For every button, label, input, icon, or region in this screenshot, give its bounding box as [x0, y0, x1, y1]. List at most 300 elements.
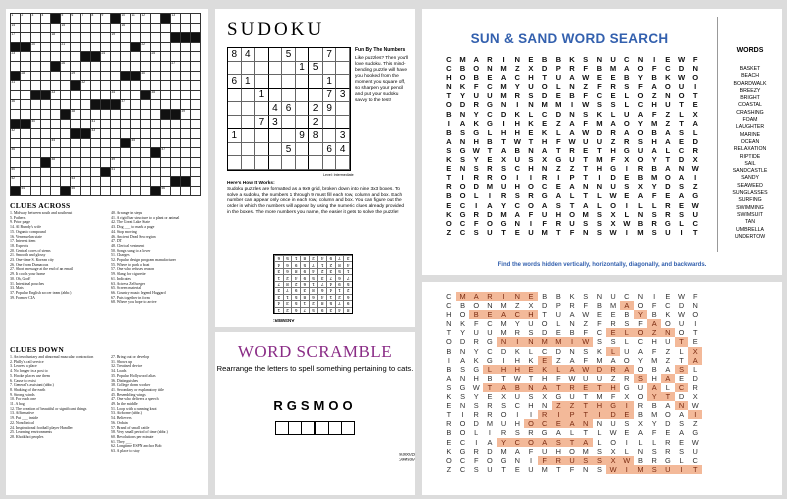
word-search-letter[interactable]: L [679, 109, 684, 119]
word-search-letter[interactable]: N [582, 182, 589, 192]
word-search-letter[interactable]: C [487, 109, 493, 119]
sudoku-cell[interactable] [228, 62, 242, 76]
crossword-cell[interactable] [181, 24, 191, 34]
crossword-cell[interactable] [91, 62, 101, 72]
crossword-cell[interactable] [51, 168, 61, 178]
crossword-cell[interactable] [31, 187, 41, 197]
word-search-letter[interactable]: A [582, 200, 589, 210]
crossword-cell[interactable] [161, 148, 171, 158]
crossword-cell[interactable] [81, 33, 91, 43]
crossword-cell[interactable] [121, 187, 131, 197]
crossword-cell[interactable] [131, 139, 141, 149]
crossword-cell[interactable] [141, 129, 151, 139]
sudoku-cell[interactable] [269, 48, 283, 62]
word-search-letter[interactable]: D [692, 136, 698, 146]
crossword-cell[interactable] [191, 52, 201, 62]
word-search-letter[interactable]: W [623, 218, 631, 228]
word-search-letter[interactable]: L [556, 127, 561, 137]
word-search-letter[interactable]: A [487, 200, 493, 210]
word-search-grid[interactable] [442, 55, 702, 237]
word-search-letter[interactable]: W [568, 136, 576, 146]
crossword-cell[interactable] [131, 52, 141, 62]
word-search-letter[interactable]: A [569, 182, 575, 192]
crossword-cell[interactable] [91, 148, 101, 158]
crossword-cell[interactable] [131, 148, 141, 158]
crossword-cell[interactable] [171, 43, 181, 53]
word-search-letter[interactable]: U [637, 145, 644, 155]
word-search-letter[interactable]: L [528, 109, 534, 119]
word-search-letter[interactable]: M [500, 209, 507, 219]
crossword-cell[interactable] [71, 120, 81, 130]
word-search-letter[interactable]: U [678, 82, 685, 92]
word-search-letter[interactable]: T [692, 227, 698, 237]
sudoku-cell[interactable]: 2 [309, 116, 323, 130]
crossword-cell[interactable] [121, 129, 131, 139]
word-search-letter[interactable]: Y [651, 155, 657, 165]
sudoku-cell[interactable] [228, 156, 242, 170]
crossword-cell[interactable] [91, 158, 101, 168]
crossword-cell[interactable] [171, 14, 181, 24]
crossword-cell[interactable] [141, 177, 151, 187]
word-search-letter[interactable]: C [446, 55, 452, 64]
crossword-cell[interactable] [81, 110, 91, 120]
word-search-letter[interactable]: I [516, 100, 519, 110]
crossword-cell[interactable] [81, 24, 91, 34]
sudoku-cell[interactable] [336, 48, 350, 62]
crossword-cell[interactable] [11, 33, 21, 43]
word-search-letter[interactable]: M [596, 118, 603, 128]
word-search-letter[interactable]: U [596, 136, 603, 146]
sudoku-cell[interactable] [282, 129, 296, 143]
word-search-letter[interactable]: B [569, 91, 575, 101]
word-search-letter[interactable]: A [624, 127, 630, 137]
sudoku-cell[interactable]: 3 [336, 89, 350, 103]
word-search-letter[interactable]: X [501, 155, 507, 165]
word-search-letter[interactable]: L [692, 127, 698, 137]
crossword-cell[interactable] [91, 33, 101, 43]
word-search-letter[interactable]: S [459, 127, 466, 137]
crossword-cell[interactable] [81, 62, 91, 72]
crossword-cell[interactable] [181, 110, 191, 120]
crossword-cell[interactable] [81, 91, 91, 101]
crossword-cell[interactable] [101, 139, 111, 149]
word-search-letter[interactable]: F [583, 64, 589, 74]
sudoku-cell[interactable] [282, 89, 296, 103]
word-search-letter[interactable]: N [459, 164, 466, 174]
word-search-letter[interactable]: L [679, 218, 684, 228]
word-search-letter[interactable]: Z [446, 227, 452, 237]
word-search-letter[interactable]: F [651, 109, 657, 119]
crossword-cell[interactable] [191, 72, 201, 82]
word-search-letter[interactable]: K [446, 209, 452, 219]
word-search-letter[interactable]: I [570, 100, 574, 110]
word-search-letter[interactable]: H [514, 118, 521, 128]
word-search-letter[interactable]: A [651, 145, 657, 155]
crossword-cell[interactable] [131, 81, 141, 91]
word-search-letter[interactable]: S [528, 155, 534, 165]
crossword-cell[interactable] [171, 72, 181, 82]
crossword-cell[interactable] [121, 158, 131, 168]
word-search-letter[interactable]: O [637, 91, 644, 101]
word-search-letter[interactable]: W [691, 164, 699, 174]
word-search-letter[interactable]: A [514, 209, 521, 219]
crossword-cell[interactable] [121, 168, 131, 178]
word-search-letter[interactable]: T [446, 173, 452, 183]
word-search-letter[interactable]: H [473, 136, 479, 146]
crossword-cell[interactable] [191, 168, 201, 178]
word-search-letter[interactable]: F [473, 218, 479, 228]
word-search-letter[interactable]: I [557, 173, 560, 183]
crossword-cell[interactable] [121, 52, 131, 62]
word-search-letter[interactable]: L [610, 109, 616, 119]
word-search-letter[interactable]: X [528, 64, 534, 74]
word-search-letter[interactable]: D [487, 209, 493, 219]
word-search-letter[interactable]: Y [473, 109, 479, 119]
sudoku-cell[interactable]: 6 [282, 102, 296, 116]
word-search-letter[interactable]: S [678, 127, 685, 137]
word-search-letter[interactable]: S [651, 227, 657, 237]
sudoku-cell[interactable] [323, 116, 337, 130]
sudoku-cell[interactable]: 8 [309, 129, 323, 143]
crossword-cell[interactable] [31, 158, 41, 168]
crossword-cell[interactable] [21, 139, 31, 149]
crossword-cell[interactable] [151, 52, 161, 62]
word-search-letter[interactable]: I [516, 173, 519, 183]
word-search-letter[interactable]: S [459, 155, 466, 165]
word-search-letter[interactable]: Z [556, 164, 561, 174]
word-search-letter[interactable]: C [459, 218, 466, 228]
word-search-letter[interactable]: S [624, 82, 630, 92]
crossword-cell[interactable] [81, 43, 91, 53]
crossword-cell[interactable] [61, 100, 71, 110]
word-search-letter[interactable]: I [502, 55, 505, 64]
word-search-letter[interactable]: E [610, 91, 616, 101]
crossword-cell[interactable] [11, 177, 21, 187]
word-search-letter[interactable]: C [514, 200, 521, 210]
word-search-letter[interactable]: K [446, 155, 452, 165]
word-search-letter[interactable]: W [582, 73, 590, 83]
crossword-cell[interactable] [41, 43, 51, 53]
word-search-letter[interactable]: Z [610, 136, 616, 146]
word-search-letter[interactable]: I [694, 82, 697, 92]
crossword-cell[interactable] [21, 158, 31, 168]
crossword-cell[interactable] [161, 120, 171, 130]
crossword-cell[interactable] [91, 129, 101, 139]
crossword-cell[interactable] [21, 168, 31, 178]
word-search-letter[interactable]: W [582, 100, 590, 110]
crossword-cell[interactable] [11, 100, 21, 110]
word-search-letter[interactable]: P [555, 64, 561, 74]
sudoku-cell[interactable] [296, 102, 310, 116]
word-search-letter[interactable]: S [501, 164, 507, 174]
crossword-cell[interactable] [191, 120, 201, 130]
crossword-cell[interactable] [101, 177, 111, 187]
word-search-letter[interactable]: H [610, 145, 616, 155]
word-search-letter[interactable]: W [513, 136, 521, 146]
word-search-letter[interactable]: E [446, 200, 452, 210]
crossword-cell[interactable] [181, 91, 191, 101]
crossword-cell[interactable] [11, 52, 21, 62]
word-search-letter[interactable]: A [541, 145, 548, 155]
word-search-letter[interactable]: G [623, 145, 630, 155]
crossword-cell[interactable] [31, 120, 41, 130]
crossword-cell[interactable] [141, 43, 151, 53]
sudoku-cell[interactable]: 5 [309, 62, 323, 76]
sudoku-cell[interactable] [323, 62, 337, 76]
crossword-cell[interactable] [41, 52, 51, 62]
sudoku-cell[interactable] [282, 75, 296, 89]
word-search-letter[interactable]: X [692, 109, 698, 119]
crossword-cell[interactable] [171, 91, 181, 101]
word-search-letter[interactable]: H [541, 136, 548, 146]
word-search-letter[interactable]: R [446, 182, 452, 192]
crossword-cell[interactable] [111, 52, 121, 62]
crossword-cell[interactable] [191, 62, 201, 72]
word-search-letter[interactable]: A [459, 118, 466, 128]
crossword-cell[interactable] [41, 148, 51, 158]
crossword-cell[interactable] [141, 52, 151, 62]
crossword-cell[interactable] [21, 72, 31, 82]
word-search-letter[interactable]: D [555, 109, 562, 119]
word-search-letter[interactable]: T [665, 155, 671, 165]
crossword-cell[interactable] [21, 14, 31, 24]
word-search-letter[interactable]: S [596, 100, 602, 110]
word-search-letter[interactable]: R [500, 191, 507, 201]
crossword-cell[interactable] [81, 177, 91, 187]
word-search-letter[interactable]: E [610, 73, 616, 83]
word-search-letter[interactable]: S [473, 227, 479, 237]
word-search-letter[interactable]: S [473, 164, 479, 174]
sudoku-grid[interactable] [227, 47, 351, 171]
word-search-letter[interactable]: W [582, 127, 590, 137]
crossword-cell[interactable] [161, 187, 171, 197]
word-search-letter[interactable]: L [569, 191, 575, 201]
word-search-letter[interactable]: B [651, 73, 657, 83]
word-search-letter[interactable]: H [596, 164, 603, 174]
crossword-cell[interactable] [71, 158, 81, 168]
word-search-letter[interactable]: T [528, 136, 534, 146]
word-search-letter[interactable]: I [625, 200, 628, 210]
word-search-letter[interactable]: T [487, 145, 493, 155]
word-search-letter[interactable]: Z [651, 91, 657, 101]
sudoku-cell[interactable] [309, 75, 323, 89]
crossword-cell[interactable] [141, 158, 151, 168]
crossword-cell[interactable] [171, 129, 181, 139]
sudoku-cell[interactable] [309, 89, 323, 103]
word-search-letter[interactable]: I [529, 173, 533, 183]
crossword-cell[interactable] [21, 91, 31, 101]
word-search-letter[interactable]: G [541, 191, 548, 201]
word-search-letter[interactable]: R [473, 100, 479, 110]
crossword-cell[interactable] [61, 177, 71, 187]
word-search-letter[interactable]: N [637, 55, 644, 64]
sudoku-cell[interactable]: 1 [255, 89, 269, 103]
word-search-letter[interactable]: U [692, 209, 698, 219]
crossword-cell[interactable] [111, 129, 121, 139]
word-search-letter[interactable]: W [609, 227, 617, 237]
word-search-letter[interactable]: R [487, 55, 493, 64]
crossword-cell[interactable] [131, 120, 141, 130]
crossword-cell[interactable] [91, 43, 101, 53]
word-search-letter[interactable]: E [446, 164, 452, 174]
word-search-letter[interactable]: G [500, 218, 507, 228]
crossword-cell[interactable] [61, 139, 71, 149]
word-search-letter[interactable]: R [637, 164, 644, 174]
crossword-cell[interactable] [121, 62, 131, 72]
crossword-cell[interactable] [41, 72, 51, 82]
crossword-cell[interactable] [131, 100, 141, 110]
word-search-letter[interactable]: C [459, 227, 466, 237]
crossword-cell[interactable] [191, 158, 201, 168]
crossword-cell[interactable] [31, 81, 41, 91]
sudoku-cell[interactable]: 5 [282, 48, 296, 62]
crossword-cell[interactable] [151, 129, 161, 139]
crossword-cell[interactable] [111, 177, 121, 187]
word-search-letter[interactable]: G [459, 209, 466, 219]
word-search-letter[interactable]: S [678, 209, 685, 219]
word-search-letter[interactable]: C [624, 55, 630, 64]
crossword-cell[interactable] [41, 33, 51, 43]
crossword-cell[interactable] [171, 81, 181, 91]
word-search-letter[interactable]: A [665, 164, 671, 174]
crossword-cell[interactable] [141, 72, 151, 82]
word-search-letter[interactable]: E [678, 136, 685, 146]
crossword-cell[interactable] [161, 129, 171, 139]
word-search-letter[interactable]: I [680, 227, 683, 237]
word-search-letter[interactable]: F [556, 136, 561, 146]
word-search-letter[interactable]: R [487, 164, 493, 174]
word-search-letter[interactable]: R [651, 218, 657, 228]
word-search-letter[interactable]: R [610, 82, 616, 92]
word-search-letter[interactable]: I [625, 227, 628, 237]
crossword-cell[interactable] [21, 24, 31, 34]
crossword-cell[interactable] [171, 187, 181, 197]
crossword-cell[interactable] [71, 148, 81, 158]
word-search-letter[interactable]: O [637, 127, 644, 137]
word-search-letter[interactable]: W [609, 191, 617, 201]
crossword-cell[interactable] [81, 187, 91, 197]
word-search-letter[interactable]: I [488, 191, 491, 201]
word-search-letter[interactable]: F [651, 191, 657, 201]
crossword-cell[interactable] [131, 177, 141, 187]
crossword-cell[interactable] [121, 43, 131, 53]
word-search-letter[interactable]: N [582, 227, 589, 237]
word-search-letter[interactable]: H [514, 127, 521, 137]
sudoku-cell[interactable] [336, 116, 350, 130]
crossword-cell[interactable] [71, 43, 81, 53]
crossword-cell[interactable] [71, 14, 81, 24]
word-search-letter[interactable]: S [514, 191, 520, 201]
word-search-letter[interactable]: F [583, 91, 589, 101]
word-search-letter[interactable]: N [528, 145, 534, 155]
word-search-letter[interactable]: B [624, 73, 630, 83]
sudoku-cell[interactable]: 7 [323, 48, 337, 62]
word-search-letter[interactable]: A [610, 118, 616, 128]
crossword-cell[interactable] [41, 110, 51, 120]
sudoku-cell[interactable] [282, 156, 296, 170]
word-search-letter[interactable]: F [473, 82, 479, 92]
scramble-answer-box[interactable] [301, 421, 315, 435]
word-search-letter[interactable]: E [542, 118, 548, 128]
word-search-letter[interactable]: S [446, 145, 452, 155]
word-search-letter[interactable]: E [583, 145, 589, 155]
word-search-letter[interactable]: O [459, 191, 466, 201]
word-search-letter[interactable]: N [514, 218, 521, 228]
sudoku-cell[interactable] [255, 143, 269, 157]
crossword-cell[interactable] [191, 148, 201, 158]
sudoku-cell[interactable]: 7 [255, 116, 269, 130]
word-search-letter[interactable]: B [514, 145, 521, 155]
word-search-letter[interactable]: E [665, 191, 671, 201]
word-search-letter[interactable]: I [625, 164, 628, 174]
word-search-letter[interactable]: T [569, 200, 575, 210]
word-search-letter[interactable]: T [542, 73, 547, 83]
crossword-cell[interactable] [21, 52, 31, 62]
word-search-letter[interactable]: N [569, 82, 575, 92]
word-search-letter[interactable]: D [596, 127, 603, 137]
word-search-letter[interactable]: T [597, 145, 602, 155]
word-search-letter[interactable]: K [514, 109, 521, 119]
crossword-cell[interactable] [181, 129, 191, 139]
crossword-cell[interactable] [101, 91, 111, 101]
crossword-cell[interactable] [101, 24, 111, 34]
word-search-letter[interactable]: U [514, 155, 521, 165]
crossword-cell[interactable] [81, 148, 91, 158]
word-search-letter[interactable]: M [609, 64, 617, 74]
crossword-cell[interactable] [31, 43, 41, 53]
crossword-cell[interactable] [111, 33, 121, 43]
crossword-cell[interactable] [171, 24, 181, 34]
crossword-cell[interactable] [61, 91, 71, 101]
crossword-cell[interactable] [161, 100, 171, 110]
sudoku-cell[interactable] [323, 156, 337, 170]
word-search-letter[interactable]: A [500, 145, 507, 155]
crossword-cell[interactable] [61, 148, 71, 158]
crossword-cell[interactable] [151, 33, 161, 43]
crossword-cell[interactable] [51, 33, 61, 43]
sudoku-cell[interactable] [228, 89, 242, 103]
sudoku-cell[interactable]: 5 [282, 143, 296, 157]
word-search-letter[interactable]: W [691, 200, 699, 210]
word-search-letter[interactable]: S [596, 218, 602, 228]
crossword-cell[interactable] [71, 72, 81, 82]
word-search-letter[interactable]: B [651, 164, 657, 174]
crossword-cell[interactable] [171, 168, 181, 178]
word-search-letter[interactable]: L [556, 82, 561, 92]
crossword-cell[interactable] [51, 120, 61, 130]
word-search-letter[interactable]: Z [556, 118, 561, 128]
crossword-cell[interactable] [101, 129, 111, 139]
crossword-cell[interactable] [71, 139, 81, 149]
word-search-letter[interactable]: E [528, 55, 534, 64]
sudoku-cell[interactable] [336, 102, 350, 116]
crossword-cell[interactable] [141, 120, 151, 130]
crossword-cell[interactable] [161, 168, 171, 178]
crossword-cell[interactable] [101, 33, 111, 43]
word-search-letter[interactable]: Z [583, 82, 589, 92]
crossword-cell[interactable] [141, 168, 151, 178]
crossword-cell[interactable] [81, 120, 91, 130]
crossword-cell[interactable] [81, 14, 91, 24]
word-search-letter[interactable]: F [542, 218, 547, 228]
word-search-letter[interactable]: A [446, 136, 452, 146]
word-search-letter[interactable]: I [653, 55, 656, 64]
word-search-letter[interactable]: L [665, 145, 671, 155]
word-search-letter[interactable]: B [459, 64, 466, 74]
word-search-letter[interactable]: C [487, 82, 493, 92]
word-search-letter[interactable]: W [472, 145, 480, 155]
crossword-grid[interactable] [10, 13, 201, 196]
